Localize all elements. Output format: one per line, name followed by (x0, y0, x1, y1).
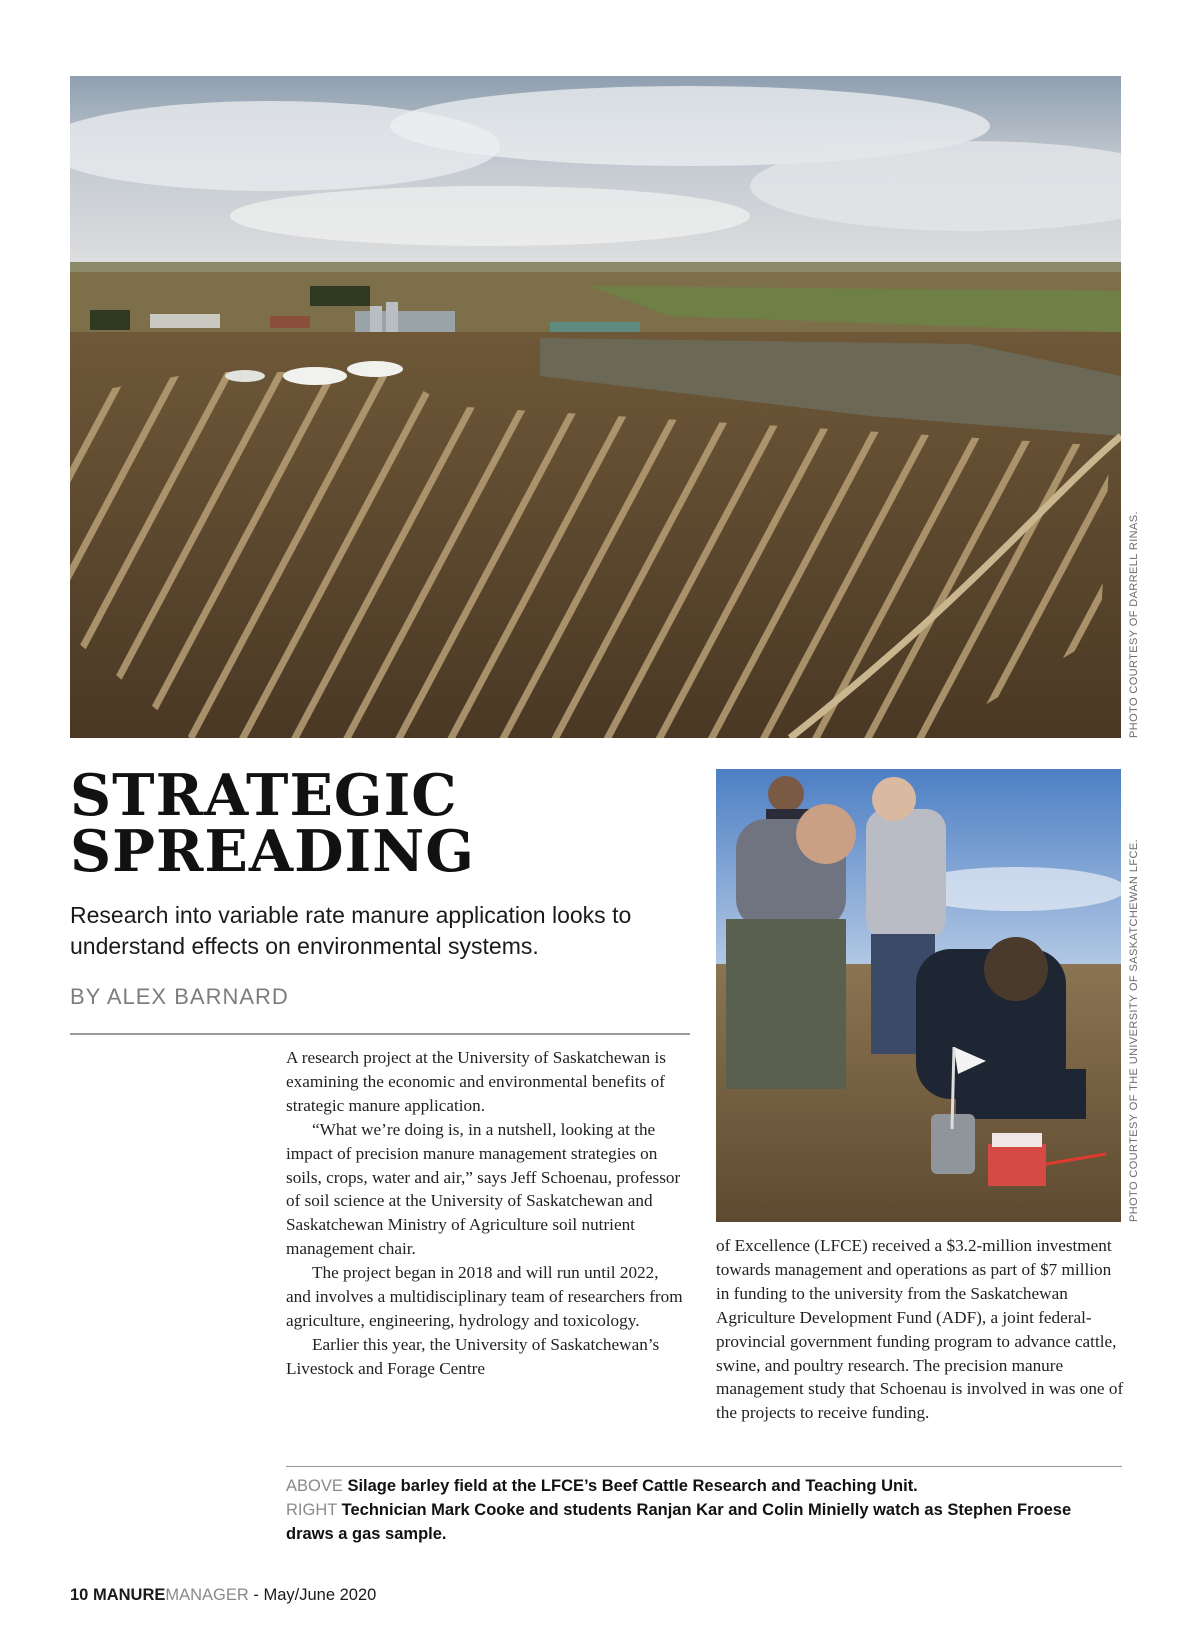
byline: BY ALEX BARNARD (70, 984, 289, 1009)
caption-above-text: Silage barley field at the LFCE’s Beef Cattle Research and Teaching Unit. (347, 1477, 918, 1495)
researchers-sampling-image (716, 769, 1121, 1222)
right-photo-credit: PHOTO COURTESY OF THE UNIVERSITY OF SASKATCHEWAN LFCE. (1128, 838, 1140, 1222)
field-team-photo (716, 769, 1121, 1222)
caption-above-label: ABOVE (286, 1477, 343, 1495)
body-paragraph: “What we’re doing is, in a nutshell, looking at the impact of precision manure management strategies on soils, crops, water and air,” says Jeff Schoenau, professor of soil science at the University of Saskatchewan and Saskatchewan Ministry of Agriculture soil nutrient management chair. (286, 1119, 681, 1259)
body-paragraph: Earlier this year, the University of Saskatchewan’s Livestock and Forage Centre (286, 1334, 660, 1378)
page-folio (70, 1586, 376, 1605)
body-paragraph: The project began in 2018 and will run until 2022, and involves a multidisciplinary team of researchers from agriculture, engineering, hydrology and toxicology. (286, 1263, 683, 1330)
magazine-name-bold: MANURE (92, 1586, 166, 1604)
caption-above (286, 1474, 1122, 1498)
caption-right-label: RIGHT (286, 1501, 338, 1519)
magazine-name-light: MANAGER (165, 1586, 249, 1604)
deck-line-1: Research into variable rate manure application looks to (70, 902, 632, 928)
title-line-2: SPREADING (70, 818, 475, 885)
page-number: 10 (70, 1586, 89, 1604)
body-column-right (716, 1234, 1124, 1425)
article-title (70, 762, 690, 885)
title-line-1: STRATEGIC (70, 762, 458, 829)
body-paragraph: A research project at the University of Saskatchewan is examining the economic and environmental benefits of strategic manure application. (286, 1048, 666, 1115)
aerial-field-image (70, 76, 1121, 738)
byline-divider (70, 1033, 690, 1035)
body-paragraph: of Excellence (LFCE) received a $3.2-million investment towards management and operations as part of $7 million in funding to the university from the Saskatchewan Agriculture Development Fund (ADF), a joint federal-provincial government funding program to advance cattle, swine, and poultry research. The precision manure management study that Schoenau is involved in was one of the projects to receive funding. (716, 1236, 1124, 1423)
body-column-left (286, 1046, 686, 1381)
hero-photo (70, 76, 1121, 738)
caption-right-text: Technician Mark Cooke and students Ranjan Kar and Colin Minielly watch as Stephen Froese draws a gas sample. (286, 1501, 1072, 1543)
caption-divider (286, 1466, 1122, 1467)
caption-right (286, 1498, 1122, 1546)
photo-captions (286, 1474, 1122, 1546)
hero-photo-credit: PHOTO COURTESY OF DARRELL RINAS. (1128, 511, 1140, 738)
deck-line-2: understand effects on environmental systems. (70, 933, 539, 959)
article-deck (70, 900, 690, 962)
issue-date: - May/June 2020 (253, 1586, 377, 1604)
